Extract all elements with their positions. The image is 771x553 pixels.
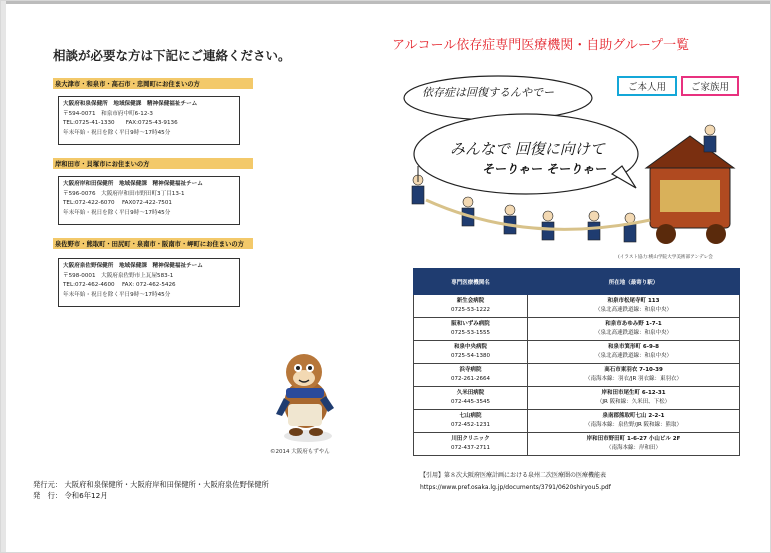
- table-row: [414, 387, 740, 410]
- clinic-address: 泉南郡熊取町七山 2-2-1: [602, 412, 665, 419]
- speech-bubble-recovery: 依存症は回復するんやでー: [422, 86, 554, 99]
- clinic-address-cell: [528, 387, 740, 410]
- clinic-station: （南海本線：羽衣/JR 羽衣線：東羽衣）: [584, 376, 683, 382]
- clinic-name: 川田クリニック: [451, 435, 490, 442]
- mascot-credit: ©2014 大阪府もずやん: [270, 449, 330, 455]
- clinic-phone: 0725-54-1380: [451, 353, 490, 359]
- tag-for-family: ご家族用: [681, 76, 739, 96]
- clinic-address-cell: [528, 433, 740, 456]
- speech-bubble-chant: そーりゃー そーりゃー: [482, 162, 607, 176]
- clinic-phone: 072-445-3545: [451, 399, 490, 405]
- table-row: [414, 433, 740, 456]
- clinic-station: （JR 阪和線：久米田、下松）: [596, 399, 671, 405]
- health-center-name: 大阪府泉佐野保健所 地域保健課 精神保健福祉チーム: [63, 263, 203, 269]
- clinic-station: （泉北高速鉄道線：和泉中央）: [594, 307, 672, 313]
- clinic-address-cell: [528, 410, 740, 433]
- tag-for-self: ご本人用: [617, 76, 677, 96]
- health-center-hours: 年末年始・祝日を除く平日9時～17時45分: [63, 130, 171, 137]
- health-center-tel: TEL:072-462-4600 FAX: 072-462-5426: [63, 282, 176, 289]
- clinic-table-header: [414, 269, 740, 295]
- health-center-box-izumisano: [58, 258, 240, 307]
- clinic-name: 阪和いずみ病院: [451, 320, 490, 327]
- clinic-phone: 072-452-1231: [451, 422, 490, 428]
- clinic-address-cell: [528, 318, 740, 341]
- issuer-line: 発行元： 大阪府和泉保健所・大阪府岸和田保健所・大阪府泉佐野保健所: [33, 480, 269, 489]
- health-center-address: 〒596-0076 大阪府岸和田市野田町3丁目13-1: [63, 190, 185, 197]
- table-row: [414, 318, 740, 341]
- illustration-credit: (イラスト協力:桃山学院大学美術部アンデレ会: [618, 255, 713, 260]
- clinic-name: 和泉中央病院: [453, 343, 487, 350]
- speech-bubble-main: みんなで 回復に向けて: [450, 140, 605, 158]
- clinic-phone: 072-261-2664: [451, 376, 490, 382]
- clinic-name-cell: [414, 410, 528, 433]
- page-title: アルコール依存症専門医療機関・自助グループ一覧: [392, 38, 690, 53]
- clinic-address-cell: [528, 295, 740, 318]
- header-clinic-address: 所在地（最寄り駅）: [528, 269, 740, 295]
- header-clinic-name: 専門医療機関名: [414, 269, 528, 295]
- table-row: [414, 295, 740, 318]
- table-row: [414, 364, 740, 387]
- clinic-name-cell: [414, 341, 528, 364]
- region-label-kishiwada: 岸和田市・貝塚市にお住まいの方: [53, 158, 253, 169]
- health-center-address: 〒598-0001 大阪府泉佐野市上瓦屋583-1: [63, 272, 174, 279]
- clinic-address-cell: [528, 364, 740, 387]
- health-center-hours: 年末年始・祝日を除く平日9時～17時45分: [63, 292, 171, 299]
- health-center-name: 大阪府和泉保健所 地域保健課 精神保健福祉チーム: [63, 101, 198, 107]
- clinic-name-cell: [414, 295, 528, 318]
- clinic-phone: 072-437-2711: [451, 445, 490, 451]
- clinic-phone: 0725-53-1555: [451, 330, 490, 336]
- clinic-name-cell: [414, 387, 528, 410]
- health-center-box-izumi: [58, 96, 240, 145]
- clinic-address: 岸和田市野田町 1-6-27 小山ビル 2F: [586, 435, 681, 442]
- health-center-tel: TEL:0725-41-1330 FAX:0725-43-9136: [63, 120, 178, 127]
- health-center-hours: 年末年始・祝日を除く平日9時～17時45分: [63, 210, 171, 217]
- contact-heading: 相談が必要な方は下記にご連絡ください。: [53, 48, 291, 63]
- clinic-name: 新生会病院: [456, 297, 485, 304]
- region-label-izumisano: 泉佐野市・熊取町・田尻町・泉南市・阪南市・岬町にお住まいの方: [53, 238, 253, 249]
- clinic-name: 七山病院: [459, 412, 482, 419]
- mascot-illustration: [268, 348, 340, 444]
- citation-source: 【引用】第８次大阪府医療計画における泉州二次医療圏の医療機能表: [420, 472, 607, 479]
- health-center-tel: TEL:072-422-6070 FAX072-422-7501: [63, 200, 172, 207]
- table-row: [414, 410, 740, 433]
- clinic-station: （泉北高速鉄道線：和泉中央）: [594, 353, 672, 359]
- clinic-address: 和泉市あゆみ野 1-7-1: [605, 320, 662, 327]
- table-row: [414, 341, 740, 364]
- clinic-name-cell: [414, 318, 528, 341]
- clinic-address-cell: [528, 341, 740, 364]
- health-center-address: 〒594-0071 和泉市府中町6-12-3: [63, 110, 153, 117]
- clinic-name: 久米田病院: [456, 389, 485, 396]
- clinic-name-cell: [414, 364, 528, 387]
- region-label-izumi: 泉大津市・和泉市・高石市・忠岡町にお住まいの方: [53, 78, 253, 89]
- clinic-station: （泉北高速鉄道線：和泉中央）: [594, 330, 672, 336]
- issued-date-line: 発 行： 令和6年12月: [33, 491, 108, 500]
- citation-url: https://www.pref.osaka.lg.jp/documents/3791/0620shiryou5.pdf: [420, 484, 611, 491]
- issuer-block: [33, 479, 269, 501]
- clinic-table: [413, 268, 740, 456]
- clinic-address: 高石市東羽衣 7-10-39: [604, 366, 663, 373]
- clinic-address: 和泉市松尾寺町 113: [607, 297, 660, 304]
- clinic-name: 浜寺病院: [459, 366, 482, 373]
- clinic-station: （南海本線：泉佐野/JR 阪和線：熊取）: [584, 422, 683, 428]
- clinic-address: 和泉市箕形町 6-9-8: [608, 343, 659, 350]
- clinic-address: 岸和田市尾生町 6-12-31: [601, 389, 666, 396]
- clinic-station: （南海本線：岸和田）: [605, 445, 661, 451]
- health-center-box-kishiwada: [58, 176, 240, 225]
- clinic-phone: 0725-53-1222: [451, 307, 490, 313]
- citation-block: [420, 470, 611, 494]
- health-center-name: 大阪府岸和田保健所 地域保健課 精神保健福祉チーム: [63, 181, 203, 187]
- clinic-name-cell: [414, 433, 528, 456]
